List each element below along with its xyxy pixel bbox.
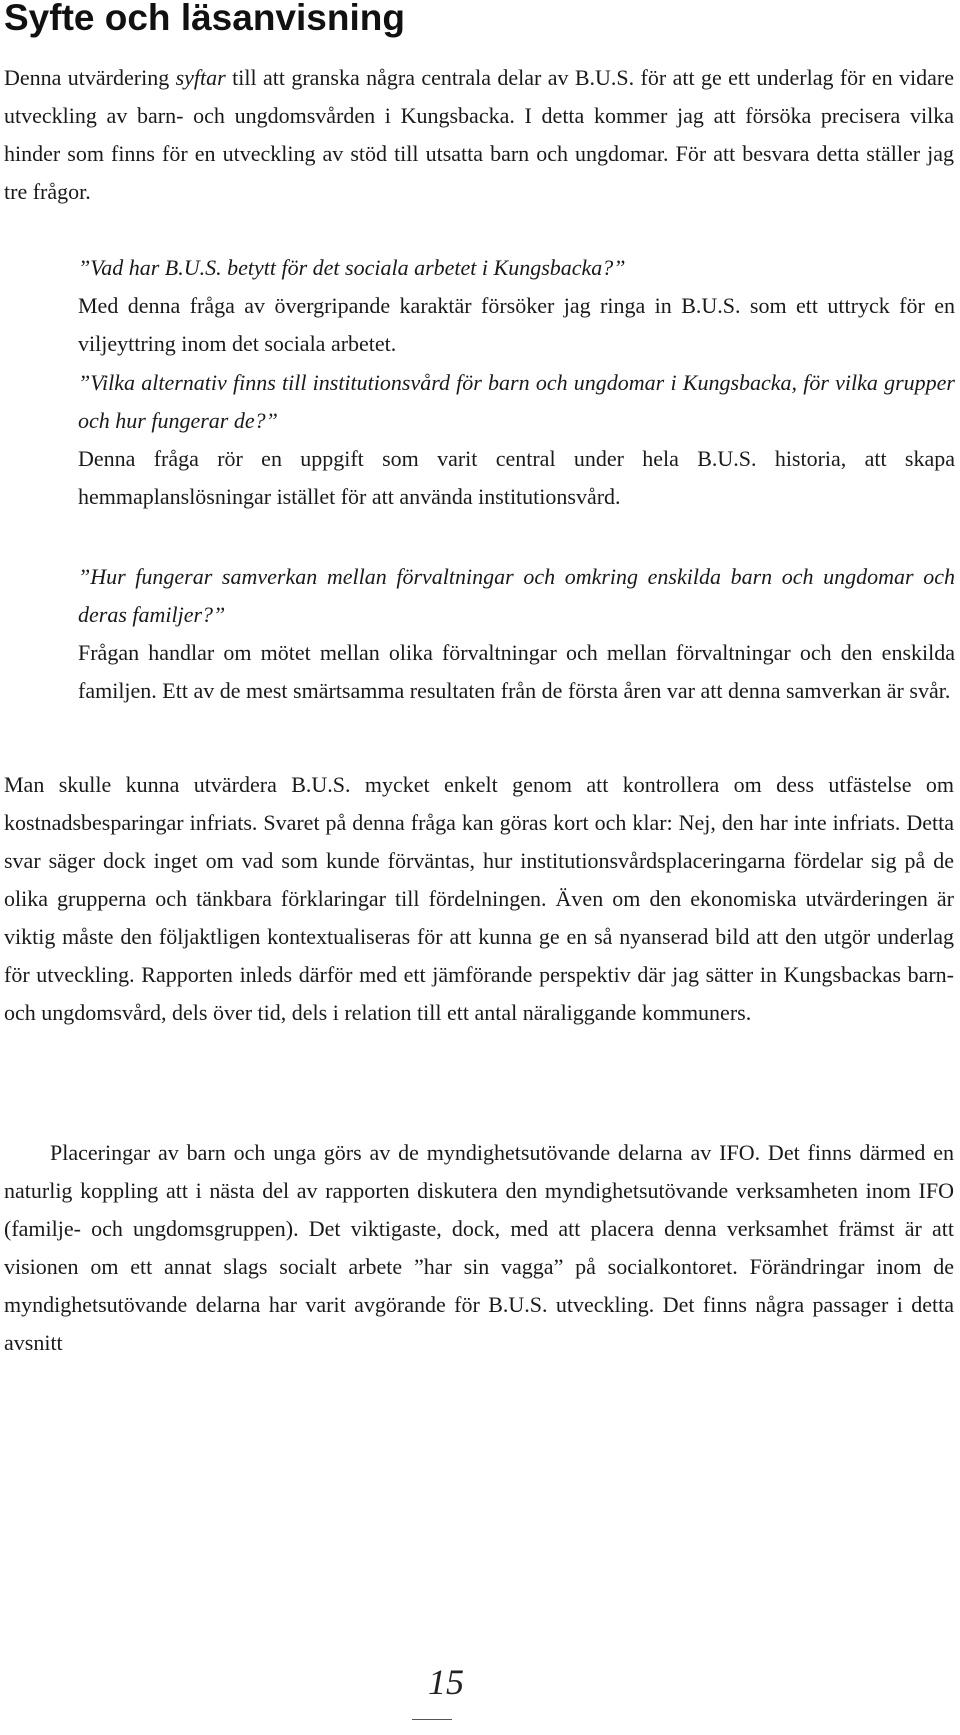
question-title: ”Vilka alternativ finns till institutionsvård för barn och ungdomar i Kungsbacka, för vilka grupper och hur fungerar de?” <box>78 370 955 433</box>
question-block-3 <box>78 558 955 710</box>
section-heading: Syfte och läsanvisning <box>4 0 405 38</box>
page-number: 15 <box>428 1662 464 1702</box>
question-block-1 <box>78 249 955 363</box>
question-body: Med denna fråga av övergripande karaktär försöker jag ringa in B.U.S. som ett uttryck för en viljeyttring inom det sociala arbetet. <box>78 293 955 356</box>
question-title: ”Vad har B.U.S. betytt för det sociala arbetet i Kungsbacka?” <box>78 255 626 280</box>
question-block-2 <box>78 364 955 516</box>
body-paragraph-2: Placeringar av barn och unga görs av de myndighetsutövande delarna av IFO. Det finns därmed en naturlig koppling att i nästa del av rapporten diskutera den myndighetsutövande verksamheten inom IFO (familje- och ungdomsgruppen). Det viktigaste, dock, med att placera denna verksamhet främst är att visionen om ett annat slags socialt arbete ”har sin vagga” på socialkontoret. Förändringar inom de myndighetsutövande delarna har varit avgörande för B.U.S. utveckling. Det finns några passager i detta avsnitt <box>4 1140 954 1355</box>
intro-paragraph <box>4 59 954 211</box>
intro-text-after: till att granska några centrala delar av B.U.S. för att ge ett underlag för en vidare utveckling av barn- och ungdomsvården i Kungsbacka. I detta kommer jag att försöka precisera vilka hinder som finns för en utveckling av stöd till utsatta barn och ungdomar. För att besvara detta ställer jag tre frågor. <box>4 65 954 204</box>
intro-emphasis: syftar <box>175 65 226 90</box>
intro-text-before: Denna utvärdering <box>4 65 176 90</box>
question-body: Frågan handlar om mötet mellan olika förvaltningar och mellan förvaltningar och den enskilda familjen. Ett av de mest smärtsamma resultaten från de första åren var att denna samverkan är svår. <box>78 640 955 703</box>
page-number-underline <box>412 1719 452 1720</box>
body-paragraph-1: Man skulle kunna utvärdera B.U.S. mycket enkelt genom att kontrollera om dess utfästelse om kostnadsbesparingar infriats. Svaret på denna fråga kan göras kort och klar: Nej, den har inte infriats. Detta svar säger dock inget om vad som kunde förväntas, hur institutionsvårdsplaceringarna fördelar sig på de olika grupperna och tänkbara förklaringar till fördelningen. Även om den ekonomiska utvärderingen är viktig måste den följaktligen kontextualiseras för att kunna ge en så nyanserad bild att den utgör underlag för utveckling. Rapporten inleds därför med ett jämförande perspektiv där jag sätter in Kungsbackas barn- och ungdomsvård, dels över tid, dels i relation till ett antal näraliggande kommuners. <box>4 772 954 1025</box>
question-body: Denna fråga rör en uppgift som varit central under hela B.U.S. historia, att skapa hemmaplanslösningar istället för att använda institutionsvård. <box>78 446 955 509</box>
question-title: ”Hur fungerar samverkan mellan förvaltningar och omkring enskilda barn och ungdomar och deras familjer?” <box>78 564 955 627</box>
